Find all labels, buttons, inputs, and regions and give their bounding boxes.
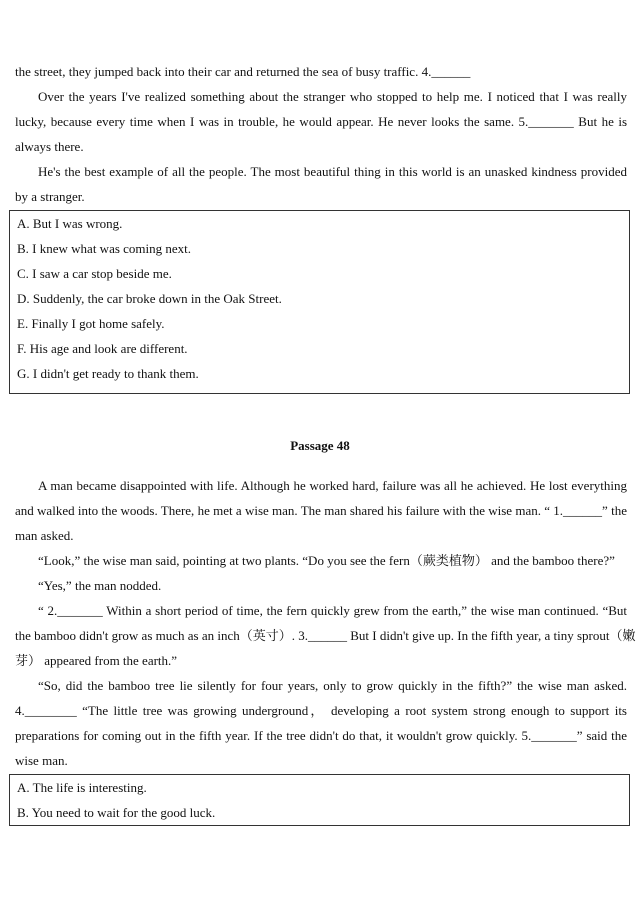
passage47-line-1: the street, they jumped back into their car and returned the sea of busy traffic. 4.______ — [15, 64, 471, 79]
option-f: F. His age and look are different. — [17, 341, 188, 356]
passage48-line-4: “Look,” the wise man said, pointing at two plants. “Do you see the fern（蕨类植物） and the bamboo there?” — [38, 553, 615, 568]
option-b: B. I knew what was coming next. — [17, 241, 192, 256]
option-d: D. Suddenly, the car broke down in the Oak Street. — [17, 291, 282, 306]
passage48-line-8: 芽） appeared from the earth.” — [15, 653, 178, 668]
passage48-line-5: “Yes,” the man nodded. — [38, 578, 162, 593]
passage48-line-1: A man became disappointed with life. Although he worked hard, failure was all he achieved. He lost everything — [38, 478, 627, 493]
passage48-line-2: and walked into the woods. There, he met a wise man. The man shared his failure with the wise man. “ 1.______” the — [15, 503, 627, 518]
passage47-line-2: Over the years I've realized something about the stranger who stopped to help me. I noticed that I was really — [38, 89, 627, 104]
passage47-options-box — [9, 210, 630, 394]
passage48-line-12: wise man. — [15, 753, 68, 768]
passage48-line-7: the bamboo didn't grow as much as an inch（英寸）. 3.______ But I didn't give up. In the fifth year, a tiny sprout（嫩 — [15, 628, 636, 643]
passage48-line-10: 4.________ “The little tree was growing underground， developing a root system strong enough to support its — [15, 703, 627, 718]
option-e: E. Finally I got home safely. — [17, 316, 165, 331]
option-g: G. I didn't get ready to thank them. — [17, 366, 199, 381]
option-c: C. I saw a car stop beside me. — [17, 266, 172, 281]
passage48-title: Passage 48 — [290, 438, 350, 453]
passage48-options-box — [9, 774, 630, 826]
passage48-line-11: preparations for coming out in the fifth year. If the tree didn't do that, it wouldn't grow quickly. 5._______” said the — [15, 728, 627, 743]
passage47-line-5: He's the best example of all the people. The most beautiful thing in this world is an unasked kindness provided — [38, 164, 627, 179]
passage48-line-3: man asked. — [15, 528, 74, 543]
passage48-line-6: “ 2._______ Within a short period of time, the fern quickly grew from the earth,” the wise man continued. “But — [38, 603, 627, 618]
option-a: A. But I was wrong. — [17, 216, 123, 231]
passage48-line-9: “So, did the bamboo tree lie silently for four years, only to grow quickly in the fifth?” the wise man asked. — [38, 678, 627, 693]
passage47-line-4: always there. — [15, 139, 84, 154]
passage47-line-3: lucky, because every time when I was in trouble, he would appear. He never looks the same. 5._______ But he is — [15, 114, 627, 129]
option-a: A. The life is interesting. — [17, 780, 147, 795]
option-b: B. You need to wait for the good luck. — [17, 805, 216, 820]
passage47-line-6: by a stranger. — [15, 189, 85, 204]
